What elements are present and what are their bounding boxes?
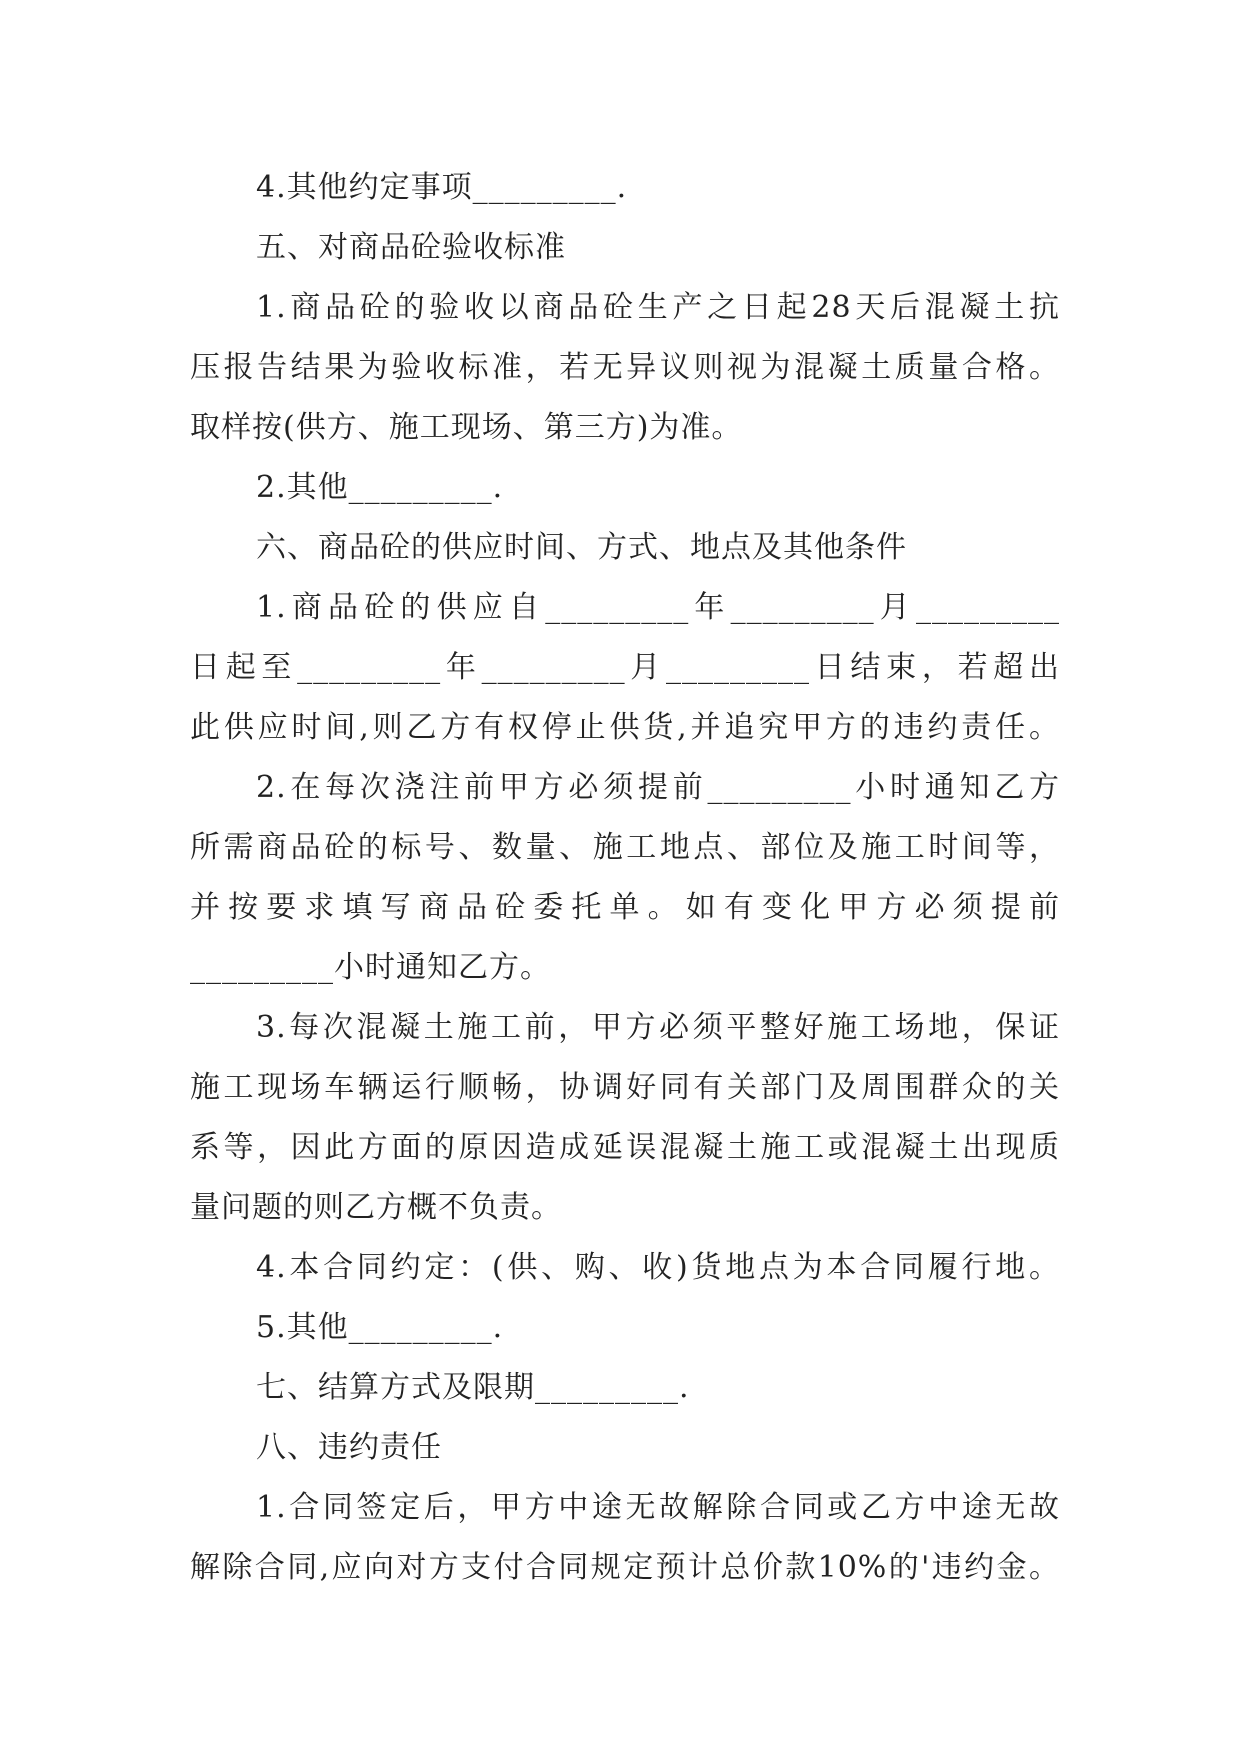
text-line: 4.本合同约定：(供、购、收)货地点为本合同履行地。	[256, 1250, 1060, 1285]
text-line: 解除合同,应向对方支付合同规定预计总价款10%的'违约金。	[190, 1550, 1060, 1585]
text-line: 取样按(供方、施工现场、第三方)为准。	[190, 410, 743, 445]
text-line: 压报告结果为验收标准，若无异议则视为混凝土质量合格。	[190, 350, 1060, 385]
text-line: 2.在每次浇注前甲方必须提前_________小时通知乙方	[256, 770, 1060, 805]
text-line: 2.其他_________.	[256, 470, 504, 505]
text-line: 系等，因此方面的原因造成延误混凝土施工或混凝土出现质	[190, 1130, 1060, 1165]
text-line: 日起至_________年_________月_________日结束，若超出	[190, 650, 1060, 685]
text-line: 施工现场车辆运行顺畅，协调好同有关部门及周围群众的关	[190, 1070, 1060, 1105]
text-line: 量问题的则乙方概不负责。	[190, 1190, 562, 1225]
text-line: 1.商品砼的验收以商品砼生产之日起28天后混凝土抗	[256, 290, 1060, 325]
text-line: 七、结算方式及限期_________.	[256, 1370, 690, 1405]
document-body	[190, 158, 1060, 1598]
text-line: 五、对商品砼验收标准	[256, 230, 566, 265]
text-line: 3.每次混凝土施工前，甲方必须平整好施工场地，保证	[256, 1010, 1060, 1045]
text-line: 1.合同签定后，甲方中途无故解除合同或乙方中途无故	[256, 1490, 1060, 1525]
text-line: _________小时通知乙方。	[190, 950, 551, 985]
text-line: 所需商品砼的标号、数量、施工地点、部位及施工时间等，	[190, 830, 1060, 865]
text-line: 并按要求填写商品砼委托单。如有变化甲方必须提前	[190, 890, 1060, 925]
text-line: 4.其他约定事项_________.	[256, 170, 628, 205]
text-line: 八、违约责任	[256, 1430, 442, 1465]
text-line: 1.商品砼的供应自_________年_________月_________	[256, 590, 1060, 625]
text-line: 5.其他_________.	[256, 1310, 504, 1345]
text-line: 六、商品砼的供应时间、方式、地点及其他条件	[256, 530, 907, 565]
text-line: 此供应时间,则乙方有权停止供货,并追究甲方的违约责任。	[190, 710, 1060, 745]
